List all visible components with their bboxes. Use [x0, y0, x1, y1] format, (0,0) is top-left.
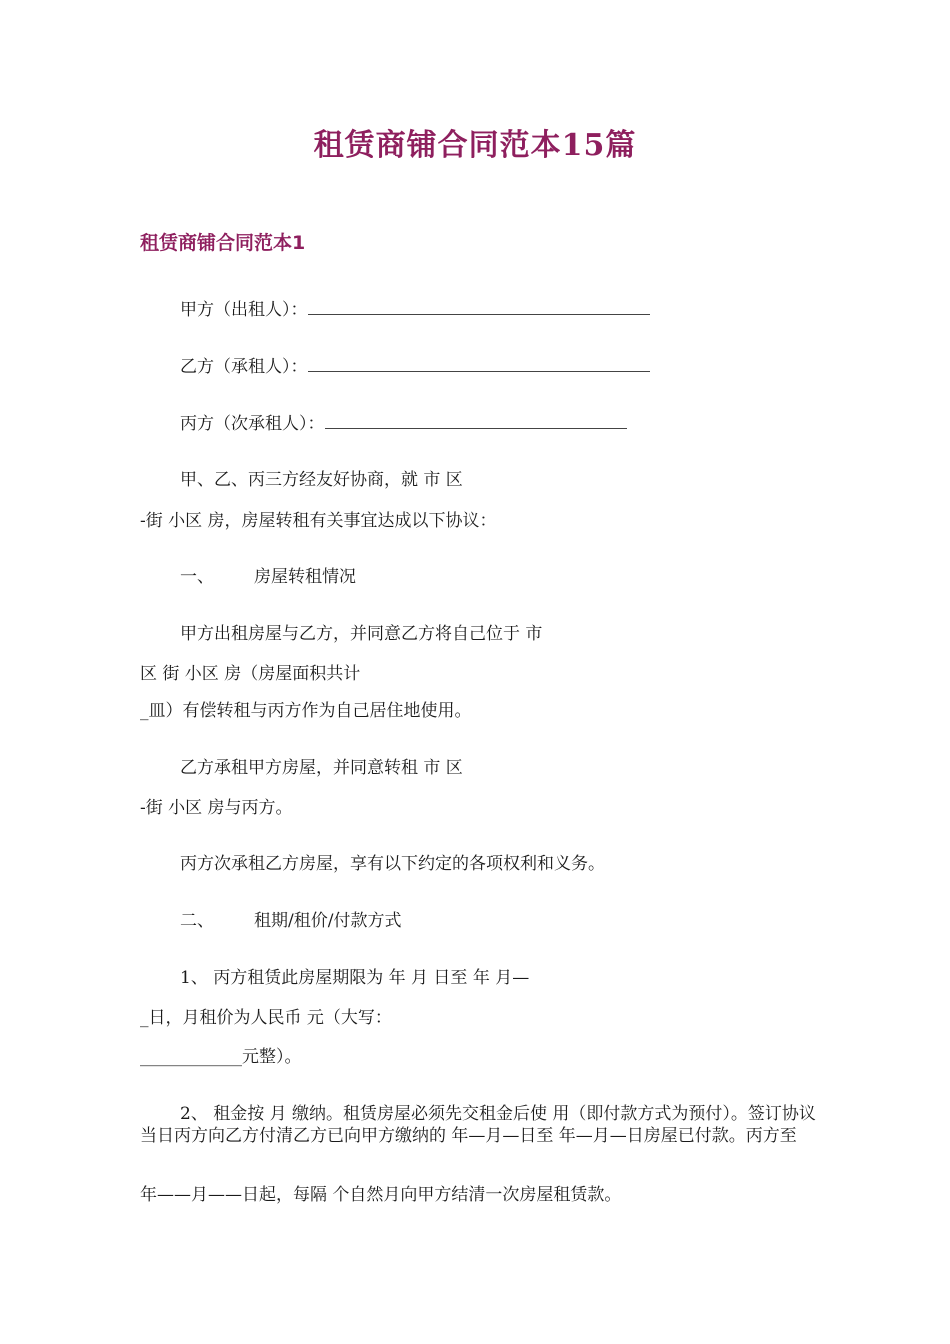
party-b-blank — [308, 355, 650, 372]
item-2-last-line: 年——月——日起，每隔 个自然月向甲方结清一次房屋租赁款。 — [140, 1185, 622, 1205]
paragraph-1-line-3: _皿）有偿转租与丙方作为自己居住地使用。 — [140, 701, 472, 721]
paragraph-1-line-1: 甲方出租房屋与乙方，并同意乙方将自己位于 市 — [180, 624, 543, 644]
paragraph-3-line-1: 丙方次承租乙方房屋，享有以下约定的各项权利和义务。 — [180, 854, 605, 874]
intro-line-2: -街 小区 房，房屋转租有关事宜达成以下协议： — [140, 511, 497, 531]
item-2-paragraph: 2、 租金按 月 缴纳。租赁房屋必须先交租金后使 用（即付款方式为预付）。签订协议当日丙方向乙方付清乙方已向甲方缴纳的 年—月—日至 年—月—日房屋已付款。丙方至 — [140, 1104, 816, 1146]
clause-2-number: 二、 — [180, 911, 214, 931]
party-a-blank — [308, 298, 650, 315]
item-1-line-3: ____________元整）。 — [140, 1047, 302, 1067]
section-heading: 租赁商铺合同范本1 — [140, 232, 306, 254]
document-title: 租赁商铺合同范本15篇 — [313, 128, 637, 163]
party-b-label: 乙方（承租人）： — [180, 357, 308, 377]
paragraph-2-line-2: -街 小区 房与丙方。 — [140, 798, 293, 818]
party-a-label: 甲方（出租人）： — [180, 300, 308, 320]
paragraph-1-line-2: 区 街 小区 房（房屋面积共计 — [140, 664, 361, 684]
party-b-line — [180, 355, 650, 378]
clause-1-title: 房屋转租情况 — [254, 567, 356, 587]
item-1-line-2: _日，月租价为人民币 元（大写： — [140, 1008, 392, 1028]
clause-2-title: 租期/租价/付款方式 — [254, 911, 402, 931]
clause-1-heading — [180, 566, 356, 588]
clause-2-heading — [180, 910, 401, 932]
party-c-blank — [325, 412, 627, 429]
party-c-line — [180, 412, 627, 435]
party-a-line — [180, 298, 650, 321]
clause-1-number: 一、 — [180, 567, 214, 587]
item-1-line-1: 1、 丙方租赁此房屋期限为 年 月 日至 年 月— — [180, 968, 530, 988]
party-c-label: 丙方（次承租人）： — [180, 414, 325, 434]
intro-line-1: 甲、乙、丙三方经友好协商，就 市 区 — [180, 470, 463, 490]
paragraph-2-line-1: 乙方承租甲方房屋，并同意转租 市 区 — [180, 758, 463, 778]
